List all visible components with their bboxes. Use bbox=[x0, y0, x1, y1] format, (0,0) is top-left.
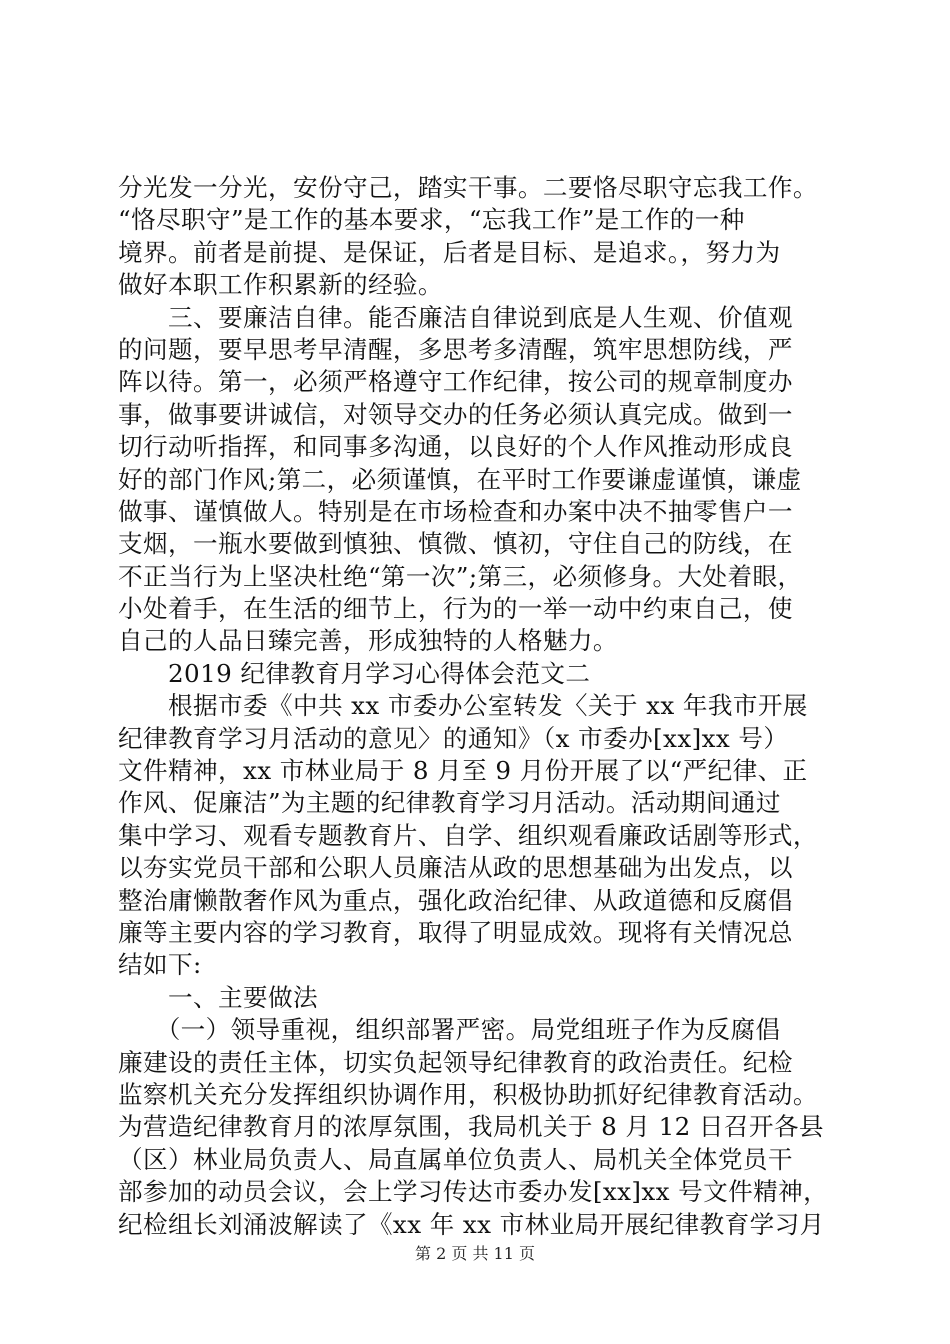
text-line: 自己的人品日臻完善，形成独特的人格魅力。 bbox=[118, 626, 618, 656]
text-line: 整治庸懒散奢作风为重点，强化政治纪律、从政道德和反腐倡 bbox=[118, 885, 793, 915]
text-line: 三、要廉洁自律。能否廉洁自律说到底是人生观、价值观 bbox=[118, 302, 793, 332]
section-heading: 一、主要做法 bbox=[118, 982, 318, 1012]
text-line: 事，做事要讲诚信，对领导交办的任务必须认真完成。做到一 bbox=[118, 399, 793, 429]
text-line: 监察机关充分发挥组织协调作用，积极协助抓好纪律教育活动。 bbox=[118, 1079, 818, 1109]
text-line: 好的部门作风;第二，必须谨慎，在平时工作要谦虚谨慎，谦虚 bbox=[118, 464, 802, 494]
text-line: （一）领导重视，组织部署严密。局党组班子作为反腐倡 bbox=[118, 1015, 781, 1045]
text-line: 分光发一分光，安份守己，踏实干事。二要恪尽职守忘我工作。 bbox=[118, 173, 818, 202]
text-line: 部参加的动员会议，会上学习传达市委办发[xx]xx 号文件精神， bbox=[118, 1177, 829, 1207]
text-line: 文件精神，xx 市林业局于 8 月至 9 月份开展了以“严纪律、正 bbox=[118, 756, 808, 786]
text-line: 以夯实党员干部和公职人员廉洁从政的思想基础为出发点，以 bbox=[118, 853, 793, 883]
text-line: 切行动听指挥，和同事多沟通，以良好的个人作风推动形成良 bbox=[118, 432, 793, 462]
text-line: 不正当行为上坚决杜绝“第一次”;第三，必须修身。大处着眼， bbox=[118, 561, 803, 591]
text-line: 的问题，要早思考早清醒，多思考多清醒，筑牢思想防线，严 bbox=[118, 334, 793, 364]
document-body bbox=[118, 172, 838, 1241]
text-line: 阵以待。第一，必须严格遵守工作纪律，按公司的规章制度办 bbox=[118, 367, 793, 397]
text-line: 做事、谨慎做人。特别是在市场检查和办案中决不抽零售户一 bbox=[118, 496, 793, 526]
text-line: 境界。前者是前提、是保证，后者是目标、是追求。，努力为 bbox=[118, 237, 781, 267]
text-line: “恪尽职守”是工作的基本要求，“忘我工作”是工作的一种 bbox=[118, 205, 745, 235]
text-line: 廉建设的责任主体，切实负起领导纪律教育的政治责任。纪检 bbox=[118, 1047, 793, 1077]
page-number-footer: 第 2 页 共 11 页 bbox=[415, 1244, 535, 1263]
text-line: 结如下: bbox=[118, 950, 202, 980]
text-line: 廉等主要内容的学习教育，取得了明显成效。现将有关情况总 bbox=[118, 917, 793, 947]
text-line: （区）林业局负责人、局直属单位负责人、局机关全体党员干 bbox=[118, 1144, 793, 1174]
text-line: 根据市委《中共 xx 市委办公室转发〈关于 xx 年我市开展 bbox=[118, 691, 808, 721]
text-line: 支烟，一瓶水要做到慎独、慎微、慎初，守住自己的防线，在 bbox=[118, 529, 793, 559]
text-line: 集中学习、观看专题教育片、自学、组织观看廉政话剧等形式， bbox=[118, 820, 818, 850]
text-line: 纪律教育学习月活动的意见〉的通知》（x 市委办[xx]xx 号） bbox=[118, 723, 789, 753]
text-line: 作风、促廉洁”为主题的纪律教育学习月活动。活动期间通过 bbox=[118, 788, 781, 818]
section-heading: 2019 纪律教育月学习心得体会范文二 bbox=[118, 658, 591, 688]
text-line: 为营造纪律教育月的浓厚氛围，我局机关于 8 月 12 日召开各县 bbox=[118, 1112, 824, 1142]
text-line: 小处着手，在生活的细节上，行为的一举一动中约束自己，使 bbox=[118, 594, 793, 624]
text-line: 做好本职工作积累新的经验。 bbox=[118, 270, 443, 300]
text-line: 纪检组长刘涌波解读了《xx 年 xx 市林业局开展纪律教育学习月 bbox=[118, 1209, 825, 1239]
